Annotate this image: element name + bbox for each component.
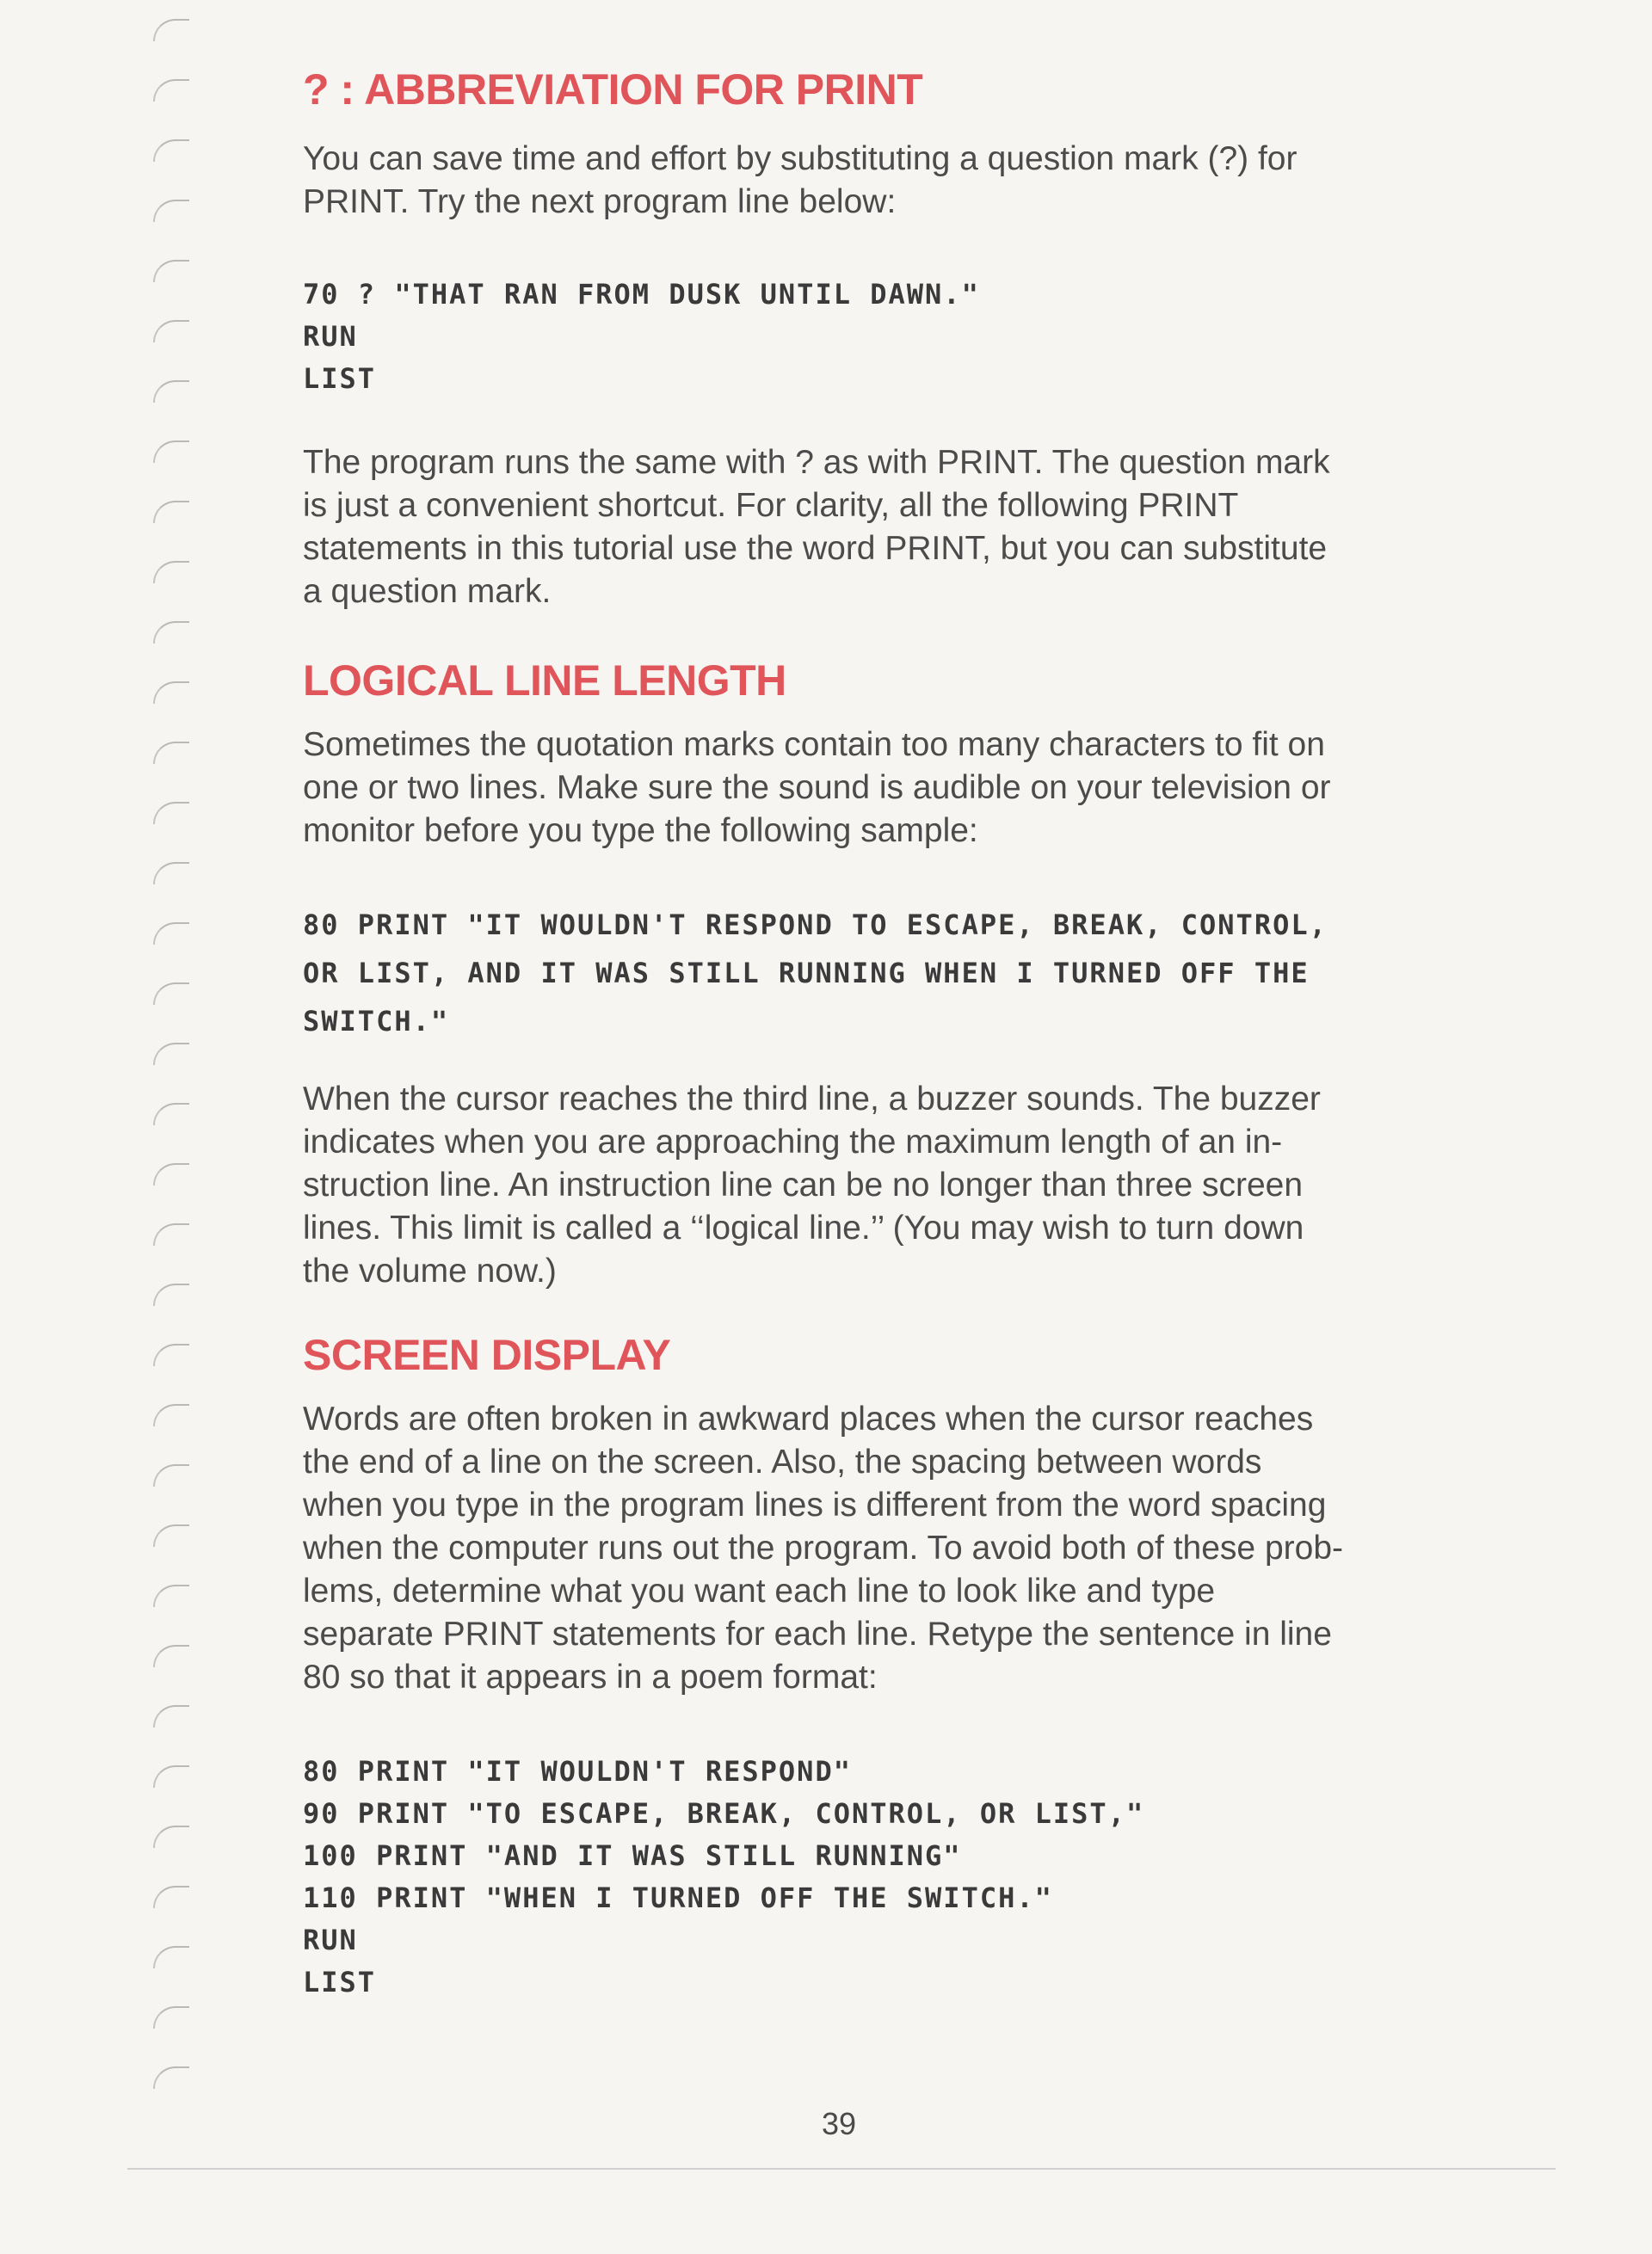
binding-ring-icon xyxy=(153,742,189,764)
binding-ring-icon xyxy=(153,1103,189,1125)
code-listing xyxy=(303,274,1482,400)
binding-ring-icon xyxy=(153,1163,189,1186)
code-line: RUN xyxy=(303,320,358,353)
body-paragraph: The program runs the same with ? as with PRINT. The question mark is just a convenient shortcut. For clarity, all the following PRINT statements in this tutorial use the word PRINT, but you can substitute a question mark. xyxy=(303,444,1330,610)
binding-ring-icon xyxy=(153,1464,189,1487)
binding-ring-icon xyxy=(153,1886,189,1908)
code-line: SWITCH." xyxy=(303,1005,450,1038)
code-line: 100 PRINT "AND IT WAS STILL RUNNING" xyxy=(303,1839,962,1872)
page-content xyxy=(303,52,1482,2004)
code-line: 80 PRINT "IT WOULDN'T RESPOND" xyxy=(303,1755,852,1788)
binding-ring-icon xyxy=(153,380,189,403)
binding-ring-icon xyxy=(153,139,189,162)
binding-ring-icon xyxy=(153,200,189,222)
code-line: LIST xyxy=(303,362,377,395)
binding-ring-icon xyxy=(153,1344,189,1366)
code-line: 70 ? "THAT RAN FROM DUSK UNTIL DAWN." xyxy=(303,278,980,311)
section-heading-logical-line-length: LOGICAL LINE LENGTH xyxy=(303,656,786,705)
binding-ring-icon xyxy=(153,1765,189,1788)
binding-ring-icon xyxy=(153,1705,189,1727)
body-paragraph: Sometimes the quotation marks contain too many characters to fit on one or two lines. Make sure the sound is audible on your television or monitor before you type the following sample: xyxy=(303,726,1331,849)
binding-ring-icon xyxy=(153,1585,189,1607)
binding-ring-icon xyxy=(153,19,189,41)
binding-ring-icon xyxy=(153,561,189,583)
page-number: 39 xyxy=(821,2106,857,2141)
code-line: RUN xyxy=(303,1924,358,1956)
section-heading-print-abbreviation: ? : ABBREVIATION FOR PRINT xyxy=(303,65,923,114)
code-line: 90 PRINT "TO ESCAPE, BREAK, CONTROL, OR LIST," xyxy=(303,1797,1145,1830)
code-line: LIST xyxy=(303,1966,377,1998)
binding-ring-icon xyxy=(153,1946,189,1968)
binding-ring-icon xyxy=(153,862,189,884)
body-paragraph: Words are often broken in awkward places when the cursor reaches the end of a line on the screen. Also, the spacing between words when you type in the program lines is different from the word spacing when the computer runs out the program. To avoid both of these prob- lems, determine what you want each line to look like and type separate PRINT statements for each line. Retype the sentence in line 80 so that it appears in a poem format: xyxy=(303,1401,1343,1696)
body-paragraph: When the cursor reaches the third line, a buzzer sounds. The buzzer indicates when you are approaching the maximum length of an in- struction line. An instruction line can be no longer than three screen lines. This limit is called a ‘‘logical line.’’ (You may wish to turn down the volume now.) xyxy=(303,1081,1321,1290)
binding-ring-icon xyxy=(153,1826,189,1848)
binding-ring-icon xyxy=(153,681,189,704)
binding-ring-icon xyxy=(153,802,189,824)
spiral-binding xyxy=(153,0,205,2151)
binding-ring-icon xyxy=(153,260,189,282)
binding-ring-icon xyxy=(153,1645,189,1667)
binding-ring-icon xyxy=(153,1043,189,1065)
code-line: 110 PRINT "WHEN I TURNED OFF THE SWITCH." xyxy=(303,1881,1053,1914)
binding-ring-icon xyxy=(153,440,189,463)
binding-ring-icon xyxy=(153,1524,189,1547)
binding-ring-icon xyxy=(153,1284,189,1306)
binding-ring-icon xyxy=(153,1404,189,1426)
body-paragraph: You can save time and effort by substituting a question mark (?) for PRINT. Try the next program line below: xyxy=(303,140,1298,220)
binding-ring-icon xyxy=(153,922,189,945)
binding-ring-icon xyxy=(153,79,189,102)
binding-ring-icon xyxy=(153,1223,189,1246)
binding-ring-icon xyxy=(153,320,189,342)
binding-ring-icon xyxy=(153,2066,189,2089)
binding-ring-icon xyxy=(153,501,189,523)
code-listing xyxy=(303,901,1482,1045)
page-bottom-rule xyxy=(127,2168,1556,2170)
code-line: 80 PRINT "IT WOULDN'T RESPOND TO ESCAPE, BREAK, CONTROL, xyxy=(303,908,1328,941)
binding-ring-icon xyxy=(153,982,189,1005)
binding-ring-icon xyxy=(153,2006,189,2029)
code-listing xyxy=(303,1751,1482,2004)
binding-ring-icon xyxy=(153,621,189,644)
section-heading-screen-display: SCREEN DISPLAY xyxy=(303,1331,671,1379)
code-line: OR LIST, AND IT WAS STILL RUNNING WHEN I TURNED OFF THE xyxy=(303,957,1310,989)
